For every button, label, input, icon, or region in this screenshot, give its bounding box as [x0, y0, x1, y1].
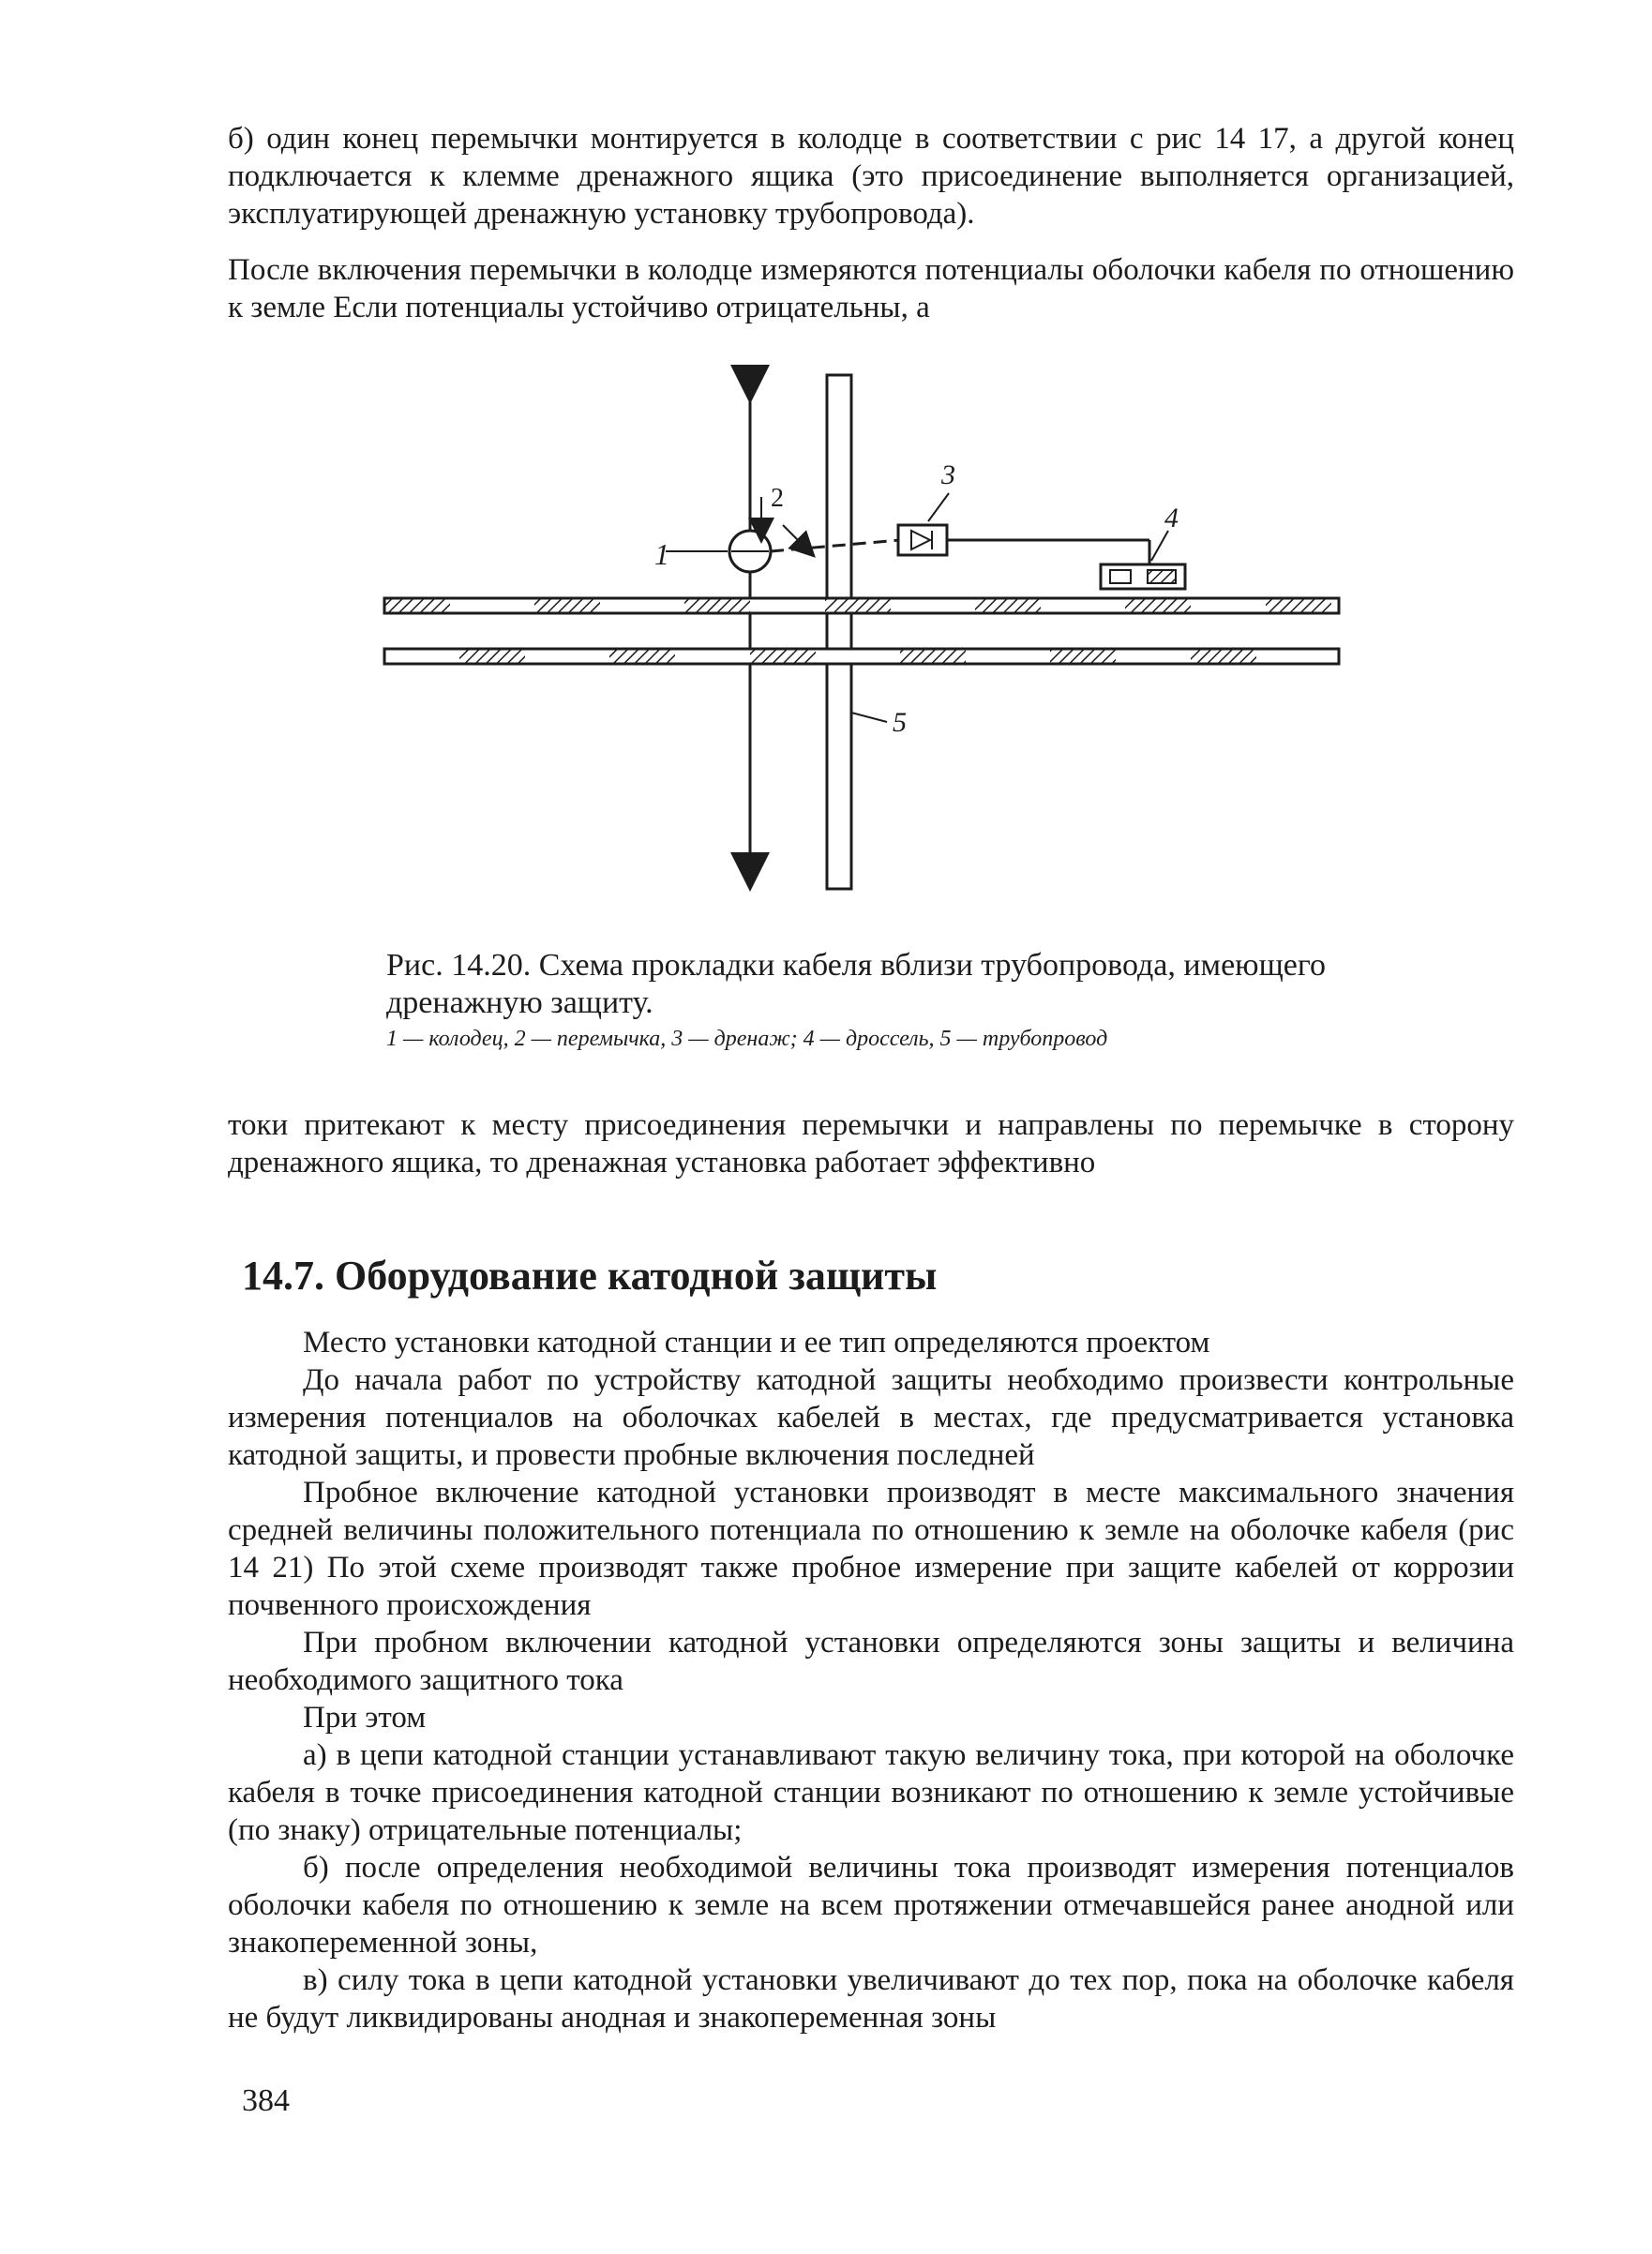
- figure-14-20-diagram: [356, 347, 1369, 909]
- body-paragraph: До начала работ по устройству катодной защиты необходимо произвести контрольные измерения потенциалов на оболочках кабелей в местах, где предусматривается установка катодной защиты, и провести пробные включения последней: [228, 1363, 1514, 1472]
- body-paragraph: б) после определения необходимой величины тока производят измерения потенциалов оболочки кабеля по отношению к земле на всем протяжении отмечавшейся ранее анодной или знакопеременной зоны,: [228, 1851, 1514, 1960]
- body-paragraph: а) в цепи катодной станции устанавливают такую величину тока, при которой на оболочке кабеля в точке присоединения катодной станции возникают по отношению к земле устойчивые (по знаку) отрицательные потенциалы;: [228, 1738, 1514, 1847]
- paragraph-continuation: б) один конец перемычки монтируется в колодце в соответствии с рис 14 17, а другой конец подключается к клемме дренажного ящика (это присоединение выполняется организацией, эксплуатирующей дренажную установку трубопровода).: [228, 122, 1514, 231]
- label-jumper-number: 2: [771, 484, 784, 513]
- page-number: 384: [242, 2083, 290, 2118]
- body-paragraph: в) силу тока в цепи катодной установки увеличивают до тех пор, пока на оболочке кабеля не будут ликвидированы анодная и знакопеременная зоны: [228, 1963, 1514, 2035]
- label-well-number: 1: [654, 537, 669, 571]
- paragraph-after-figure: токи притекают к месту присоединения перемычки и направлены по перемычке в сторону дренажного ящика, то дренажная установка работает эффективно: [228, 1108, 1514, 1180]
- paragraph-measurement: После включения перемычки в колодце измеряются потенциалы оболочки кабеля по отношению к земле Если потенциалы устойчиво отрицательны, а: [228, 253, 1514, 324]
- label-pipeline-number: 5: [893, 707, 907, 738]
- top-rail: [384, 598, 1339, 613]
- label-drainage-number: 3: [941, 459, 955, 490]
- section-body: [228, 1324, 1514, 2036]
- label-choke-number: 4: [1164, 503, 1179, 533]
- bottom-rail: [384, 649, 1339, 664]
- body-paragraph: При этом: [303, 1701, 427, 1735]
- pipeline-vertical: [827, 375, 851, 889]
- drainage-symbol: [898, 493, 1149, 564]
- body-paragraph: Пробное включение катодной установки производят в месте максимального значения средней величины положительного потенциала по отношению к земле на оболочке кабеля (рис 14 21) По этой схеме производят также пробное измерение при защите кабелей от коррозии почвенного происхождения: [228, 1476, 1514, 1622]
- section-heading: 14.7. Оборудование катодной защиты: [242, 1253, 938, 1299]
- body-paragraph: Место установки катодной станции и ее тип определяются проектом: [303, 1326, 1210, 1360]
- body-paragraph: При пробном включении катодной установки определяются зоны защиты и величина необходимого защитного тока: [228, 1626, 1514, 1697]
- figure-legend: 1 — колодец, 2 — перемычка, 3 — дренаж; 4 — дроссель, 5 — трубопровод: [386, 1027, 1108, 1051]
- figure-caption: Рис. 14.20. Схема прокладки кабеля вблизи трубопровода, имеющего дренажную защиту.: [386, 948, 1326, 1020]
